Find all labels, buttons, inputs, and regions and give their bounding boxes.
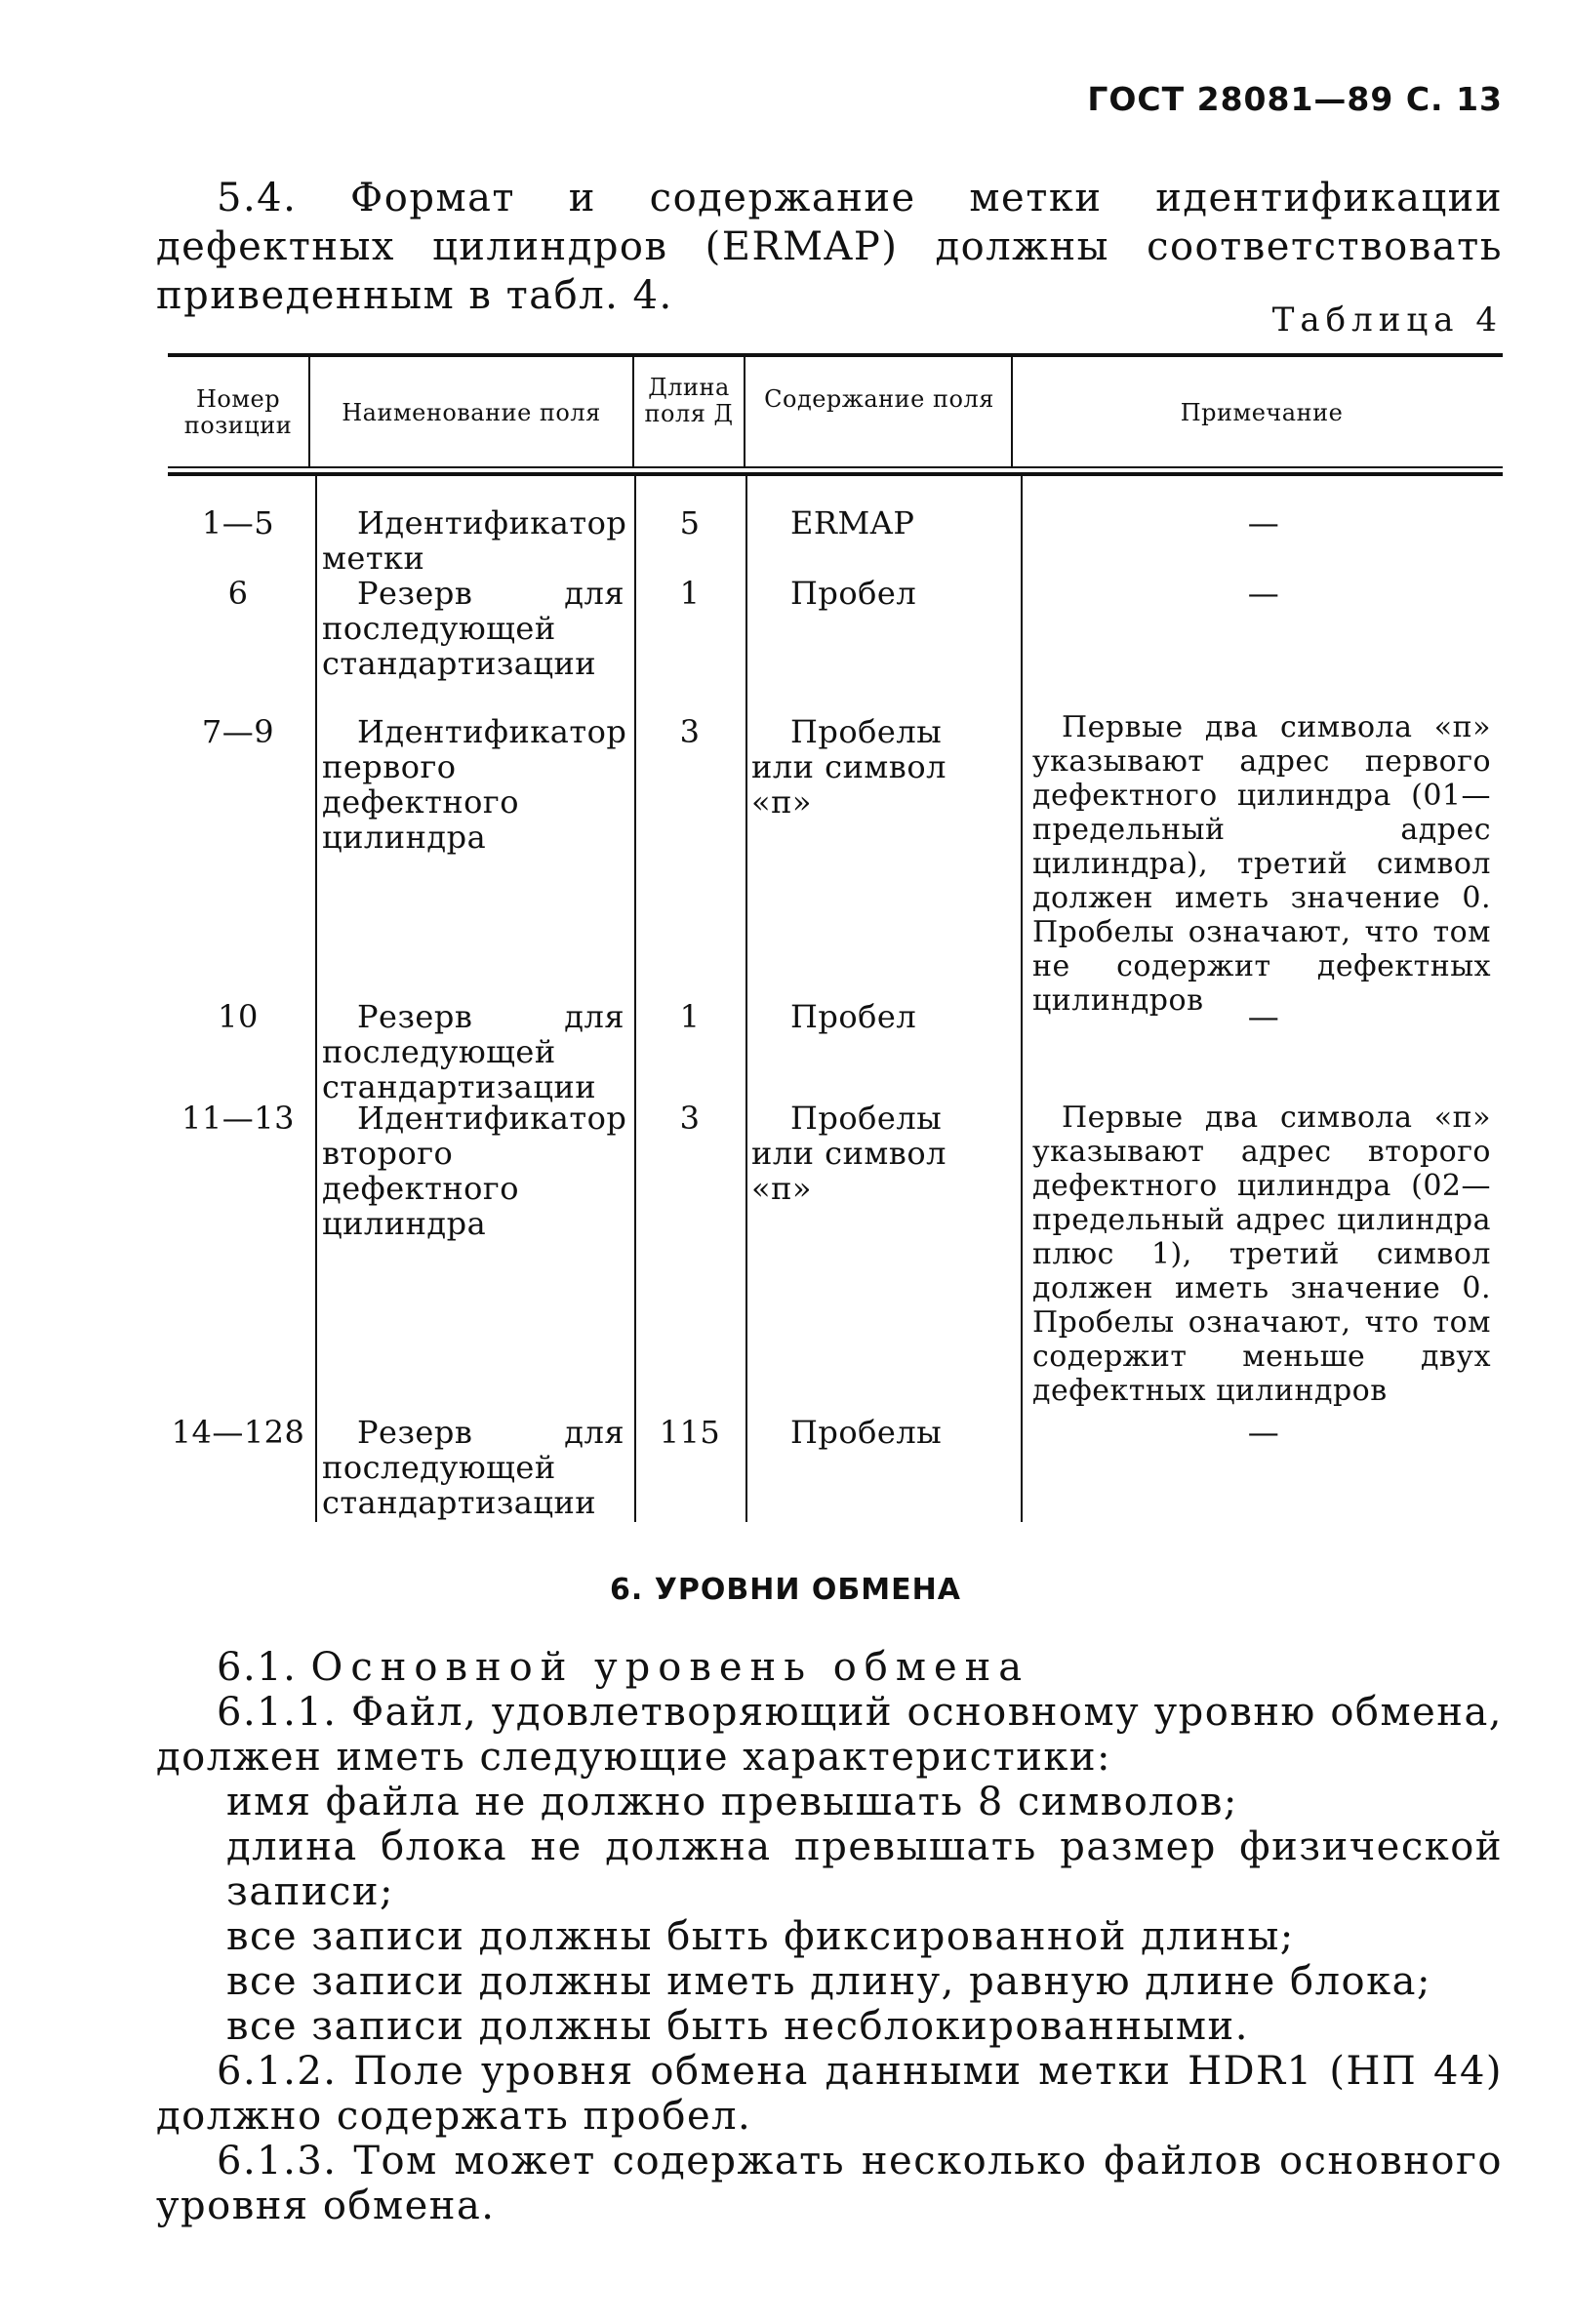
table-row-4-note: — <box>1247 998 1280 1035</box>
col-divider-2 <box>632 357 634 466</box>
col-divider-1b <box>315 476 317 1522</box>
intro-paragraph: 5.4. Формат и содержание метки идентификации дефектных цилиндров (ERMAP) должны соответствовать приведенным в табл. 4. <box>156 176 1503 318</box>
section-title: 6. УРОВНИ ОБМЕНА <box>610 1573 961 1607</box>
paragraph-6-1-1: 6.1.1. Файл, удовлетворяющий основному уровню обмена, должен иметь следующие характеристики: <box>156 1690 1503 1780</box>
header-num: Номер позиции <box>183 385 293 439</box>
intro-section <box>156 174 1503 320</box>
table-row-5-len: 3 <box>679 1100 701 1137</box>
table-row-1-name: Идентификатор метки <box>322 504 627 577</box>
list-item: имя файла не должно превышать 8 символов; <box>226 1780 1238 1824</box>
col-divider-1 <box>308 357 310 466</box>
table-row-2-num: 6 <box>227 575 249 612</box>
section-body <box>156 1645 1503 2228</box>
table-row-5-num: 11—13 <box>181 1100 295 1137</box>
table-row-2-content: Пробел <box>790 575 917 612</box>
table-row-3-content: Пробелы или символ «п» <box>751 713 947 821</box>
table-row-4-content: Пробел <box>790 998 917 1035</box>
header-len: Длина поля Д <box>644 374 734 427</box>
col-divider-4b <box>1021 476 1023 1522</box>
subsection-heading <box>156 1645 1503 1690</box>
table-row-2-len: 1 <box>679 575 701 612</box>
col-divider-4 <box>1011 357 1013 466</box>
table-row-3-len: 3 <box>679 713 701 750</box>
table-row-4-num: 10 <box>218 998 259 1035</box>
table-row-1-num: 1—5 <box>201 504 275 541</box>
table-row-6-content: Пробелы <box>790 1414 943 1451</box>
subsection-title: Основной уровень обмена <box>310 1645 1030 1690</box>
table-row-6-note: — <box>1247 1414 1280 1451</box>
table-row-6-name: Резерв для последующей стандартизации <box>322 1414 624 1521</box>
table-row-5-note: Первые два символа «п» указывают адрес второго дефектного цилиндра (02— предельный адрес цилиндра плюс 1), третий символ должен иметь значение 0. Пробелы означают, что том содержит меньше двух дефектных цилиндров <box>1032 1101 1491 1408</box>
table-row-1-len: 5 <box>679 504 701 541</box>
list-item: все записи должны быть фиксированной длины; <box>226 1914 1295 1959</box>
table-row-1-note: — <box>1247 504 1280 541</box>
col-divider-2b <box>634 476 636 1522</box>
table-row-5-content: Пробелы или символ «п» <box>751 1100 947 1207</box>
table-row-3-name: Идентификатор первого дефектного цилиндра <box>322 713 627 856</box>
list-item: все записи должны иметь длину, равную длине блока; <box>226 1959 1431 2004</box>
table-row-2-name: Резерв для последующей стандартизации <box>322 575 624 682</box>
paragraph-6-1-3: 6.1.3. Том может содержать несколько файлов основного уровня обмена. <box>156 2139 1503 2228</box>
table-row-5-name: Идентификатор второго дефектного цилиндра <box>322 1100 627 1242</box>
running-title: ГОСТ 28081—89 С. 13 <box>1087 80 1503 118</box>
table-row-4-name: Резерв для последующей стандартизации <box>322 998 624 1105</box>
col-divider-3 <box>744 357 745 466</box>
table-row-3-num: 7—9 <box>201 713 275 750</box>
paragraph-6-1-2: 6.1.2. Поле уровня обмена данными метки HDR1 (НП 44) должно содержать пробел. <box>156 2049 1503 2139</box>
table-row-2-note: — <box>1247 575 1280 612</box>
table-row-6-num: 14—128 <box>171 1414 305 1451</box>
table-header-rule-2 <box>168 472 1503 476</box>
table-row-4-len: 1 <box>679 998 701 1035</box>
header-content: Содержание поля <box>764 385 994 413</box>
table-top-rule <box>168 353 1503 357</box>
table-header-rule <box>168 466 1503 468</box>
table-caption: Таблица 4 <box>1271 301 1503 340</box>
table-4 <box>168 351 1503 1522</box>
list-item: длина блока не должна превышать размер физической записи; <box>226 1824 1503 1914</box>
table-row-6-len: 115 <box>659 1414 721 1451</box>
header-name: Наименование поля <box>342 399 601 426</box>
list-item: все записи должны быть несблокированными. <box>226 2004 1249 2049</box>
col-divider-3b <box>745 476 747 1522</box>
subsection-number: 6.1. <box>217 1645 298 1690</box>
header-note: Примечание <box>1180 399 1344 426</box>
table-row-3-note: Первые два символа «п» указывают адрес первого дефектного цилиндра (01— предельный адрес цилиндра), третий символ должен иметь значение 0. Пробелы означают, что том не содержит дефектных цилиндров <box>1032 710 1491 1018</box>
table-row-1-content: ERMAP <box>790 504 915 541</box>
